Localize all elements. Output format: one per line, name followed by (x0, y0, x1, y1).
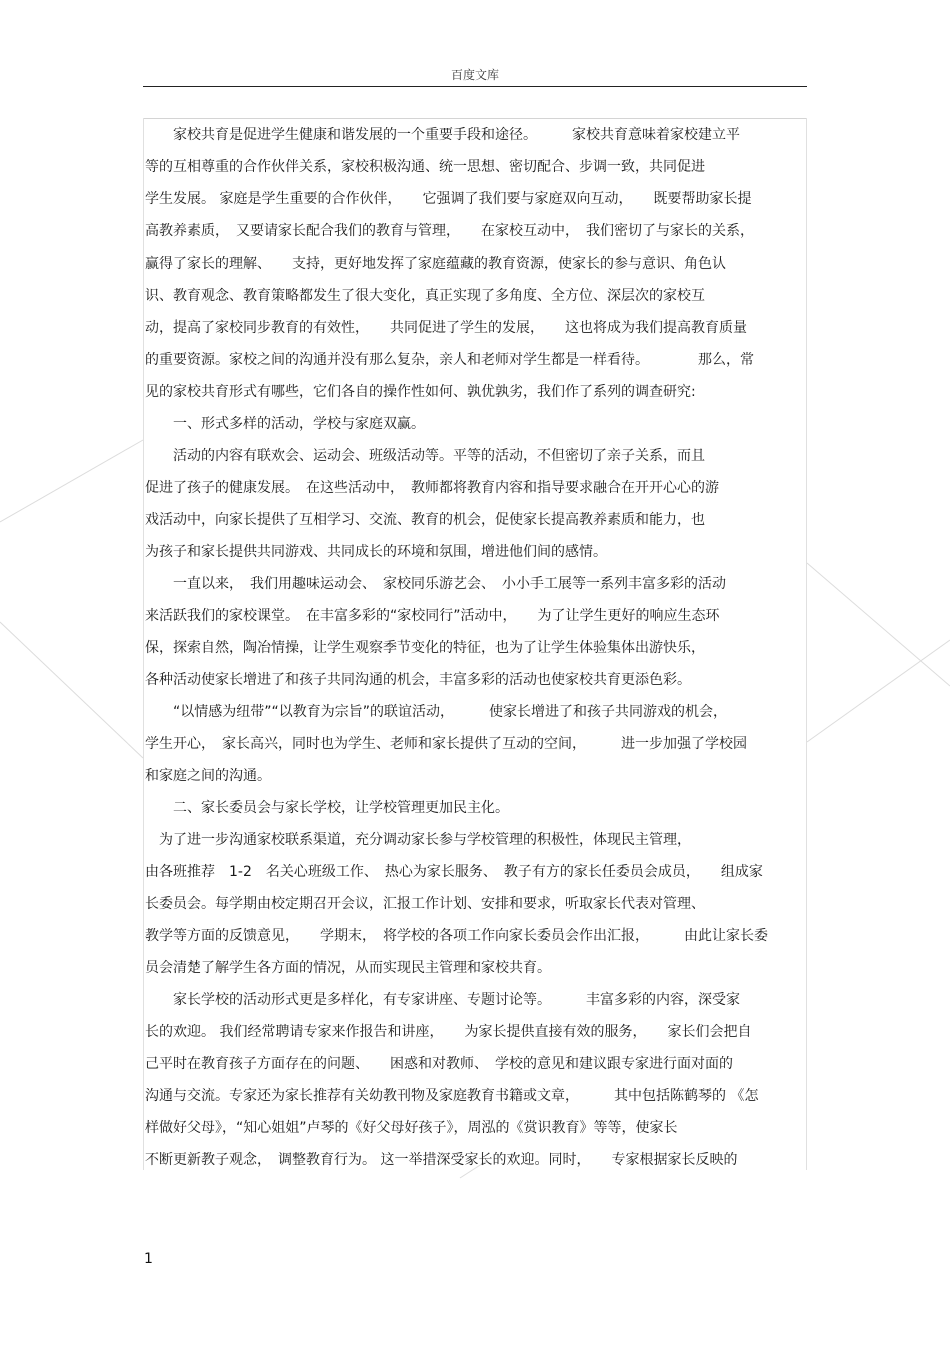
paragraph-line: 一直以来， 我们用趣味运动会、 家校同乐游艺会、 小小手工展等一系列丰富多彩的活动 (145, 576, 726, 592)
paragraph-line: 活动的内容有联欢会、运动会、班级活动等。平等的活动，不但密切了亲子关系，而且 (145, 448, 705, 464)
paragraph-line: 促进了孩子的健康发展。 在这些活动中， 教师都将教育内容和指导要求融合在开开心心的游 (145, 480, 719, 496)
paragraph-line: 员会清楚了解学生各方面的情况，从而实现民主管理和家校共育。 (145, 960, 551, 976)
paragraph-line: 己平时在教育孩子方面存在的问题、 困惑和对教师、 学校的意见和建议跟专家进行面对面的 (145, 1056, 733, 1072)
paragraph-line: 家长学校的活动形式更是多样化，有专家讲座、专题讨论等。 丰富多彩的内容，深受家 (145, 992, 740, 1008)
paragraph-line: 高教养素质， 又要请家长配合我们的教育与管理， 在家校互动中， 我们密切了与家长的关系， (145, 223, 754, 239)
paragraph-line: 家校共育是促进学生健康和谐发展的一个重要手段和途径。 家校共育意味着家校建立平 (145, 127, 740, 143)
paragraph-line: 沟通与交流。专家还为家长推荐有关幼教刊物及家庭教育书籍或文章， 其中包括陈鹤琴的 《怎 (145, 1088, 759, 1104)
paragraph-line: 教学等方面的反馈意见， 学期末， 将学校的各项工作向家长委员会作出汇报， 由此让家长委 (145, 928, 768, 944)
section-heading: 一、形式多样的活动，学校与家庭双赢。 (145, 416, 425, 432)
paragraph-line: “以情感为纽带”“以教育为宗旨”的联谊活动， 使家长增进了和孩子共同游戏的机会， (145, 704, 728, 720)
paragraph-line: 的重要资源。家校之间的沟通并没有那么复杂，亲人和老师对学生都是一样看待。 那么，常 (145, 352, 754, 368)
paragraph-line: 学生发展。 家庭是学生重要的合作伙伴， 它强调了我们要与家庭双向互动， 既要帮助家长提 (145, 191, 752, 207)
paragraph-line: 为孩子和家长提供共同游戏、共同成长的环境和氛围，增进他们间的感情。 (145, 544, 607, 560)
paragraph-line: 为了进一步沟通家校联系渠道，充分调动家长参与学校管理的积极性，体现民主管理， (145, 832, 691, 848)
paragraph-line: 保，探索自然，陶冶情操，让学生观察季节变化的特征，也为了让学生体验集体出游快乐， (145, 640, 705, 656)
paragraph-line: 识、教育观念、教育策略都发生了很大变化，真正实现了多角度、全方位、深层次的家校互 (145, 288, 705, 304)
paragraph-line: 学生开心， 家长高兴，同时也为学生、老师和家长提供了互动的空间， 进一步加强了学校园 (145, 736, 747, 752)
paragraph-line: 动，提高了家校同步教育的有效性， 共同促进了学生的发展， 这也将成为我们提高教育质量 (145, 320, 747, 336)
section-heading: 二、家长委员会与家长学校，让学校管理更加民主化。 (145, 800, 509, 816)
paragraph-line: 和家庭之间的沟通。 (145, 768, 271, 784)
paragraph-line: 各种活动使家长增进了和孩子共同沟通的机会，丰富多彩的活动也使家校共育更添色彩。 (145, 672, 691, 688)
paragraph-line: 样做好父母》，“知心姐姐”卢琴的《好父母好孩子》，周泓的《赏识教育》等等，使家长 (145, 1120, 678, 1136)
page-number: 1 (144, 1251, 153, 1267)
paragraph-line: 等的互相尊重的合作伙伴关系，家校积极沟通、统一思想、密切配合、步调一致，共同促进 (145, 159, 705, 175)
page-header-title: 百度文库 (450, 68, 499, 82)
paragraph-line: 戏活动中，向家长提供了互相学习、交流、教育的机会，促使家长提高教养素质和能力，也 (145, 512, 705, 528)
paragraph-line: 赢得了家长的理解、 支持，更好地发挥了家庭蕴藏的教育资源，使家长的参与意识、角色认 (145, 256, 726, 272)
paragraph-line: 见的家校共育形式有哪些，它们各自的操作性如何、孰优孰劣，我们作了系列的调查研究: (145, 384, 696, 400)
paragraph-line: 不断更新教子观念， 调整教育行为。 这一举措深受家长的欢迎。同时， 专家根据家长反映的 (145, 1152, 738, 1168)
paragraph-line: 由各班推荐 1-2 名关心班级工作、 热心为家长服务、 教子有方的家长任委员会成员， 组成家 (145, 864, 763, 880)
paragraph-line: 来活跃我们的家校课堂。 在丰富多彩的“家校同行”活动中， 为了让学生更好的响应生态环 (145, 608, 720, 624)
paragraph-line: 长的欢迎。 我们经常聘请专家来作报告和讲座， 为家长提供直接有效的服务， 家长们会把自 (145, 1024, 752, 1040)
paragraph-line: 长委员会。每学期由校定期召开会议，汇报工作计划、安排和要求，听取家长代表对管理、 (145, 896, 705, 912)
